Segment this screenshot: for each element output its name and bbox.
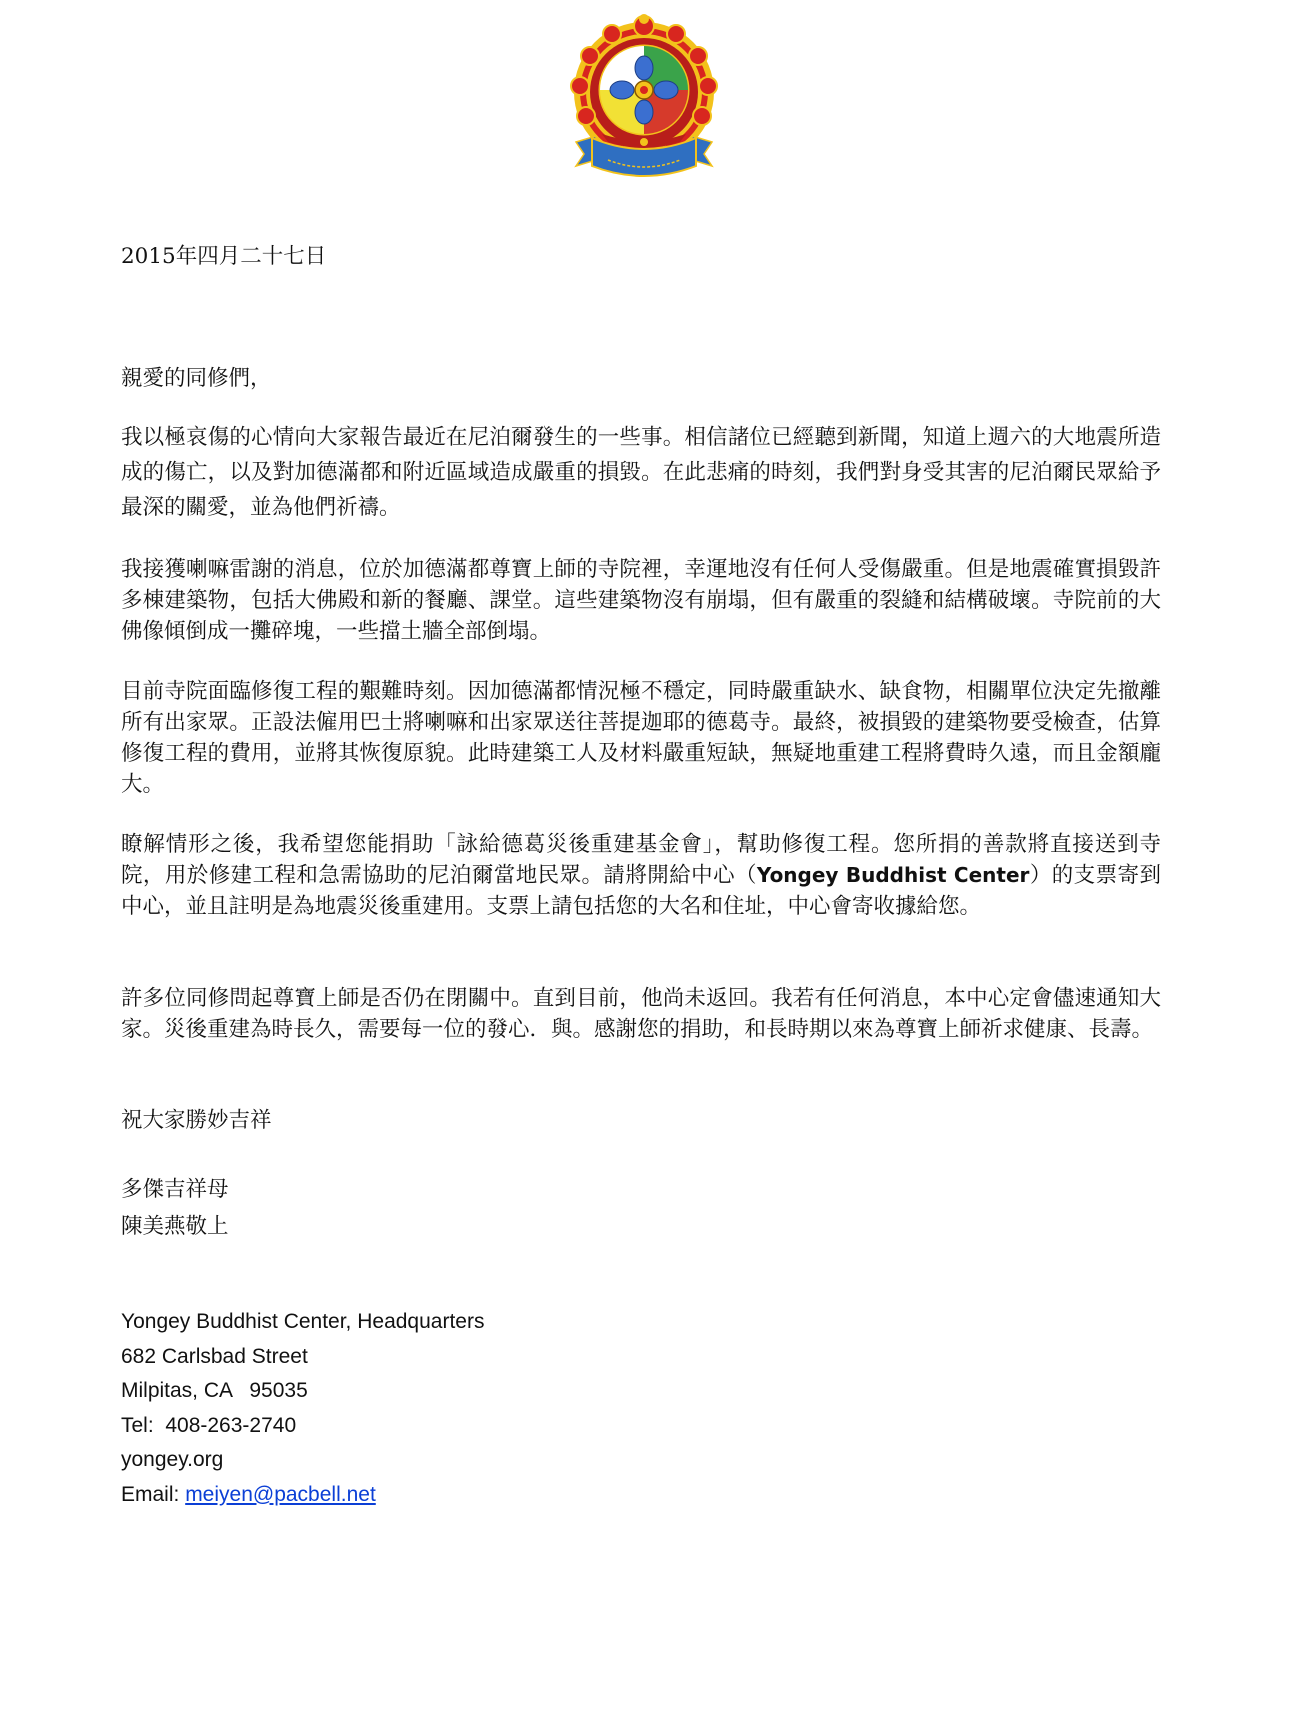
email-label: Email:	[121, 1482, 186, 1506]
body-paragraph-4	[121, 829, 1161, 922]
address-city-zip: Milpitas, CA 95035	[121, 1379, 308, 1402]
signature-dharma-name: 多傑吉祥母	[121, 1177, 229, 1202]
address-org: Yongey Buddhist Center, Headquarters	[121, 1310, 485, 1333]
p4-text-start: 瞭解情形之後，我希望您能捐助「詠給德葛災後重建基金會」，幫助修復工程。您所捐的善款將直接送到寺院，用於修建工程和急需協助的尼泊爾當地民眾。請將開給中心（	[121, 832, 1161, 888]
signature-name: 陳美燕敬上	[121, 1214, 229, 1239]
body-paragraph-2: 我接獲喇嘛雷謝的消息，位於加德滿都尊寶上師的寺院裡，幸運地沒有任何人受傷嚴重。但是地震確實損毀許多棟建築物，包括大佛殿和新的餐廳、課堂。這些建築物沒有崩塌，但有嚴重的裂縫和結構破壞。寺院前的大佛像傾倒成一攤碎塊，一些擋土牆全部倒塌。	[121, 557, 1161, 644]
p4-text-end: ）的支票寄到中心，並且註明是為地震災後重建用。支票上請包括您的大名和住址，中心會寄收據給您。	[121, 863, 1161, 919]
letter-greeting: 親愛的同修們，	[121, 366, 272, 391]
contact-address-block	[121, 1305, 484, 1512]
yongey-buddhist-center-logo	[562, 10, 726, 188]
letter-closing: 祝大家勝妙吉祥	[121, 1108, 272, 1133]
center-medallion	[600, 46, 688, 134]
body-paragraph-1: 我以極哀傷的心情向大家報告最近在尼泊爾發生的一些事。相信諸位已經聽到新聞，知道上週六的大地震所造成的傷亡，以及對加德滿都和附近區域造成嚴重的損毀。在此悲痛的時刻，我們對身受其害的尼泊爾民眾給予最深的關愛，並為他們祈禱。	[121, 425, 1161, 520]
address-website: yongey.org	[121, 1448, 224, 1471]
body-paragraph-3: 目前寺院面臨修復工程的艱難時刻。因加德滿都情況極不穩定，同時嚴重缺水、缺食物，相關單位決定先撤離所有出家眾。正設法僱用巴士將喇嘛和出家眾送往菩提迦耶的德葛寺。最終，被損毀的建築物要受檢查，估算修復工程的費用，並將其恢復原貌。此時建築工人及材料嚴重短缺，無疑地重建工程將費時久遠，而且金額龐大。	[121, 679, 1161, 797]
email-link[interactable]: meiyen@pacbell.net	[185, 1482, 376, 1506]
address-tel: Tel: 408-263-2740	[121, 1413, 297, 1437]
address-street: 682 Carlsbad Street	[121, 1344, 308, 1368]
letter-date: 2015年四月二十七日	[121, 244, 327, 269]
p4-center-name: Yongey Buddhist Center	[756, 863, 1030, 887]
address-email-line	[121, 1478, 484, 1513]
body-paragraph-5: 許多位同修問起尊寶上師是否仍在閉關中。直到目前，他尚未返回。我若有任何消息，本中心定會儘速通知大家。災後重建為時長久，需要每一位的發心．與。感謝您的捐助，和長時期以來為尊寶上師祈求健康、長壽。	[121, 986, 1161, 1042]
